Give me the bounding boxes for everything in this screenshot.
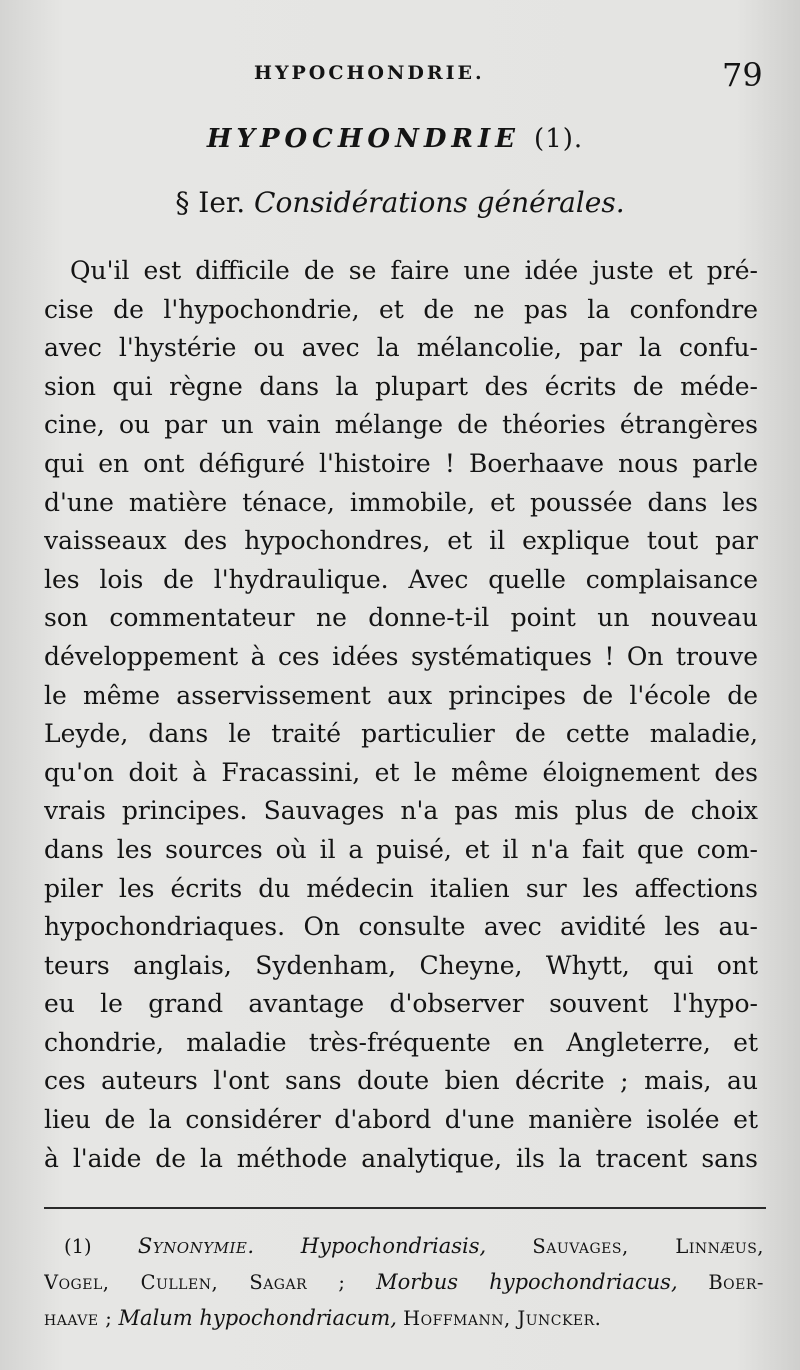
text-line: à l'aide de la méthode analytique, ils la tracent sans: [44, 1143, 758, 1173]
text-line: qui en ont défiguré l'histoire ! Boerhaave nous parle: [44, 448, 758, 478]
footnote-line: [44, 1264, 764, 1300]
footnote-line: [44, 1228, 764, 1264]
page-number: 79: [722, 56, 763, 94]
text-line: développement à ces idées systématiques ! On trouve: [44, 641, 758, 671]
text-line: d'une matière ténace, immobile, et poussée dans les: [44, 487, 758, 517]
footnote-term: Malum hypochondriacum,: [118, 1306, 397, 1330]
text-line: lieu de la considérer d'abord d'une manière isolée et: [44, 1105, 758, 1135]
text-line: vrais principes. Sauvages n'a pas mis plus de choix: [44, 796, 758, 826]
footnote-authors: Hoffmann, Juncker.: [403, 1307, 602, 1330]
text-line: eu le grand avantage d'observer souvent l'hypo-: [44, 989, 758, 1019]
text-line: piler les écrits du médecin italien sur les affections: [44, 873, 758, 903]
footnote-divider: [44, 1207, 766, 1209]
running-title: HYPOCHONDRIE.: [254, 62, 485, 84]
footnote-authors: haave ;: [44, 1307, 113, 1330]
footnote-authors: Boer-: [708, 1271, 764, 1294]
text-line: ces auteurs l'ont sans doute bien décrite ; mais, au: [44, 1066, 758, 1096]
text-line: hypochondriaques. On consulte avec avidité les au-: [44, 912, 758, 942]
running-head: [0, 56, 800, 94]
text-line: dans les sources où il a puisé, et il n'a fait que com-: [44, 834, 758, 864]
footnote-marker: (1): [64, 1235, 92, 1258]
text-line: Qu'il est difficile de se faire une idée juste et pré-: [70, 256, 758, 285]
section-title: Considérations générales.: [254, 186, 625, 219]
footnote-authors: Sauvages, Linnæus,: [532, 1235, 764, 1258]
text-line: chondrie, maladie très-fréquente en Angleterre, et: [44, 1027, 758, 1057]
text-line: avec l'hystérie ou avec la mélancolie, par la confu-: [44, 333, 758, 363]
chapter-title: [0, 124, 800, 154]
text-line: vaisseaux des hypochondres, et il explique tout par: [44, 526, 758, 556]
text-line: teurs anglais, Sydenham, Cheyne, Whytt, qui ont: [44, 950, 758, 980]
footnote: [44, 1228, 764, 1336]
text-line: cise de l'hypochondrie, et de ne pas la confondre: [44, 294, 758, 324]
text-line: sion qui règne dans la plupart des écrits de méde-: [44, 371, 758, 401]
text-line: cine, ou par un vain mélange de théories étrangères: [44, 410, 758, 440]
footnote-authors: Vogel, Cullen, Sagar ;: [44, 1271, 346, 1294]
body-text: [44, 252, 758, 1178]
chapter-title-text: HYPOCHONDRIE: [206, 124, 520, 154]
footnote-synonymie: Synonymie.: [137, 1234, 255, 1258]
text-line: les lois de l'hydraulique. Avec quelle complaisance: [44, 564, 758, 594]
footnote-line: [44, 1300, 764, 1336]
text-line: qu'on doit à Fracassini, et le même éloignement des: [44, 757, 758, 787]
chapter-note-ref: (1).: [534, 124, 584, 154]
footnote-term: Morbus hypochondriacus,: [376, 1270, 678, 1294]
section-number: § Ier.: [175, 186, 246, 219]
section-heading: [0, 186, 800, 219]
text-line: Leyde, dans le traité particulier de cette maladie,: [44, 719, 758, 749]
text-line: le même asservissement aux principes de l'école de: [44, 680, 758, 710]
footnote-term: Hypochondriasis,: [300, 1234, 487, 1258]
text-line: son commentateur ne donne-t-il point un nouveau: [44, 603, 758, 633]
